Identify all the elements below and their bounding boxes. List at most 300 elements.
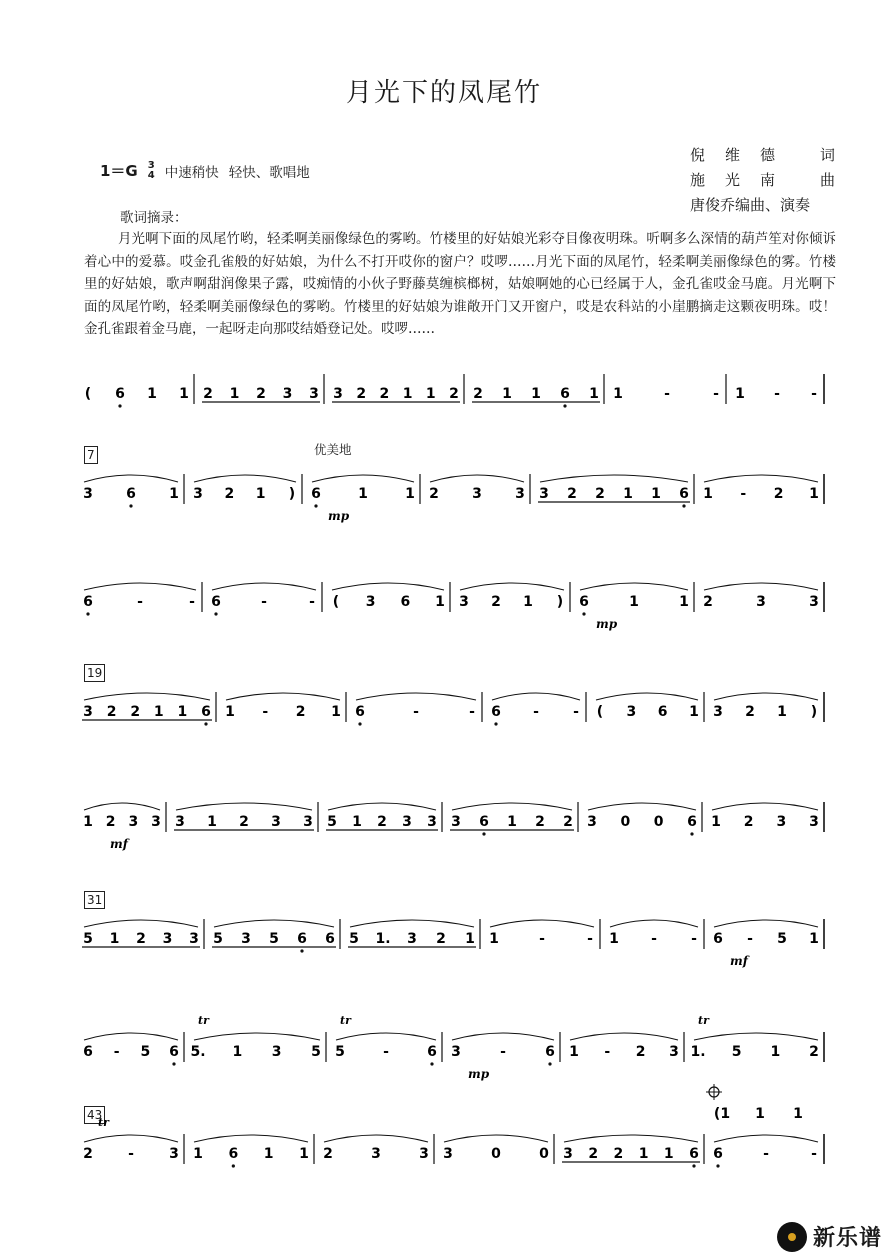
jianpu-note: 3 — [407, 931, 417, 947]
octave-dot — [118, 404, 121, 407]
octave-dot — [172, 1062, 175, 1065]
jianpu-note: 1 — [358, 486, 368, 502]
octave-dot — [129, 504, 132, 507]
jianpu-note: 5 — [731, 1044, 742, 1060]
slur-arc — [452, 1033, 554, 1040]
jianpu-note: 2 — [703, 594, 713, 610]
sustain-dash: - — [533, 704, 539, 720]
jianpu-note: 5 — [83, 931, 93, 947]
sustain-dash: - — [262, 704, 269, 720]
jianpu-note: 6 — [491, 704, 501, 720]
key-tempo-line — [100, 160, 310, 181]
jianpu-note: 3 — [169, 1146, 179, 1162]
credit-arranger — [690, 193, 835, 218]
jianpu-note: 1 — [609, 931, 619, 947]
slur-arc — [492, 693, 580, 700]
jianpu-note: 1 — [169, 486, 179, 502]
notation-system — [84, 360, 834, 420]
slur-arc — [84, 693, 210, 700]
jianpu-note: 6 — [545, 1044, 555, 1060]
octave-dot — [716, 1164, 719, 1167]
slur-arc — [194, 1135, 308, 1142]
octave-dot — [682, 504, 685, 507]
slur-arc — [194, 475, 296, 482]
jianpu-note: 1 — [502, 386, 512, 402]
slur-arc — [580, 583, 688, 590]
jianpu-note: 3 — [451, 814, 461, 830]
jianpu-note: 3 — [809, 594, 819, 610]
jianpu-note: 6 — [325, 931, 335, 947]
jianpu-note: 3 — [128, 814, 139, 830]
jianpu-note: 3 — [271, 814, 281, 830]
jianpu-note: 6 — [228, 1146, 239, 1162]
jianpu-note: 3 — [451, 1044, 461, 1060]
jianpu-note: 3 — [151, 814, 161, 830]
jianpu-note: ( — [596, 704, 604, 720]
slur-arc — [712, 803, 818, 810]
jianpu-note: 5 — [269, 931, 279, 947]
jianpu-note: 2 — [588, 1146, 599, 1162]
slur-arc — [332, 583, 444, 590]
jianpu-note: 2 — [130, 704, 141, 720]
jianpu-note: 3 — [776, 814, 787, 830]
score-title: 月光下的凤尾竹 — [345, 78, 542, 108]
octave-dot — [692, 1164, 695, 1167]
octave-dot — [494, 722, 497, 725]
jianpu-note: 0 — [653, 814, 664, 830]
jianpu-note: 1 — [809, 486, 819, 502]
sustain-dash: - — [383, 1044, 389, 1060]
slur-arc — [704, 583, 818, 590]
jianpu-note: 1 — [638, 1146, 649, 1162]
notation-system — [83, 666, 834, 738]
jianpu-note: 1 — [663, 1146, 674, 1162]
jianpu-note: 1 — [405, 486, 415, 502]
coda-note: (1 — [713, 1106, 731, 1122]
system-svg — [83, 1014, 834, 1081]
sustain-dash: - — [713, 386, 719, 402]
jianpu-note: 3 — [669, 1044, 679, 1060]
slur-arc — [176, 803, 312, 810]
jianpu-note: 1 — [507, 814, 517, 830]
jianpu-note: 5 — [213, 931, 223, 947]
jianpu-note: 1 — [177, 704, 188, 720]
jianpu-note: 2 — [323, 1146, 333, 1162]
jianpu-note: 3 — [83, 704, 93, 720]
sustain-dash: - — [747, 931, 753, 947]
slur-arc — [452, 803, 572, 810]
slur-arc — [570, 1033, 678, 1040]
jianpu-note: 6 — [689, 1146, 699, 1162]
slur-arc — [430, 475, 524, 482]
jianpu-note: 3 — [626, 704, 637, 720]
arranger-name: 唐俊乔 — [690, 196, 736, 214]
jianpu-note: 3 — [162, 931, 173, 947]
jianpu-note: 3 — [371, 1146, 381, 1162]
jianpu-note: 6 — [427, 1044, 437, 1060]
jianpu-note: 2 — [224, 486, 235, 502]
slur-arc — [564, 1135, 698, 1142]
sustain-dash: - — [691, 931, 697, 947]
jianpu-note: 6 — [83, 594, 93, 610]
slur-arc — [84, 583, 196, 590]
jianpu-note: 1 — [613, 386, 623, 402]
jianpu-note: 3 — [241, 931, 251, 947]
jianpu-note: 6 — [201, 704, 211, 720]
jianpu-note: 3 — [365, 594, 376, 610]
jianpu-note: 1 — [147, 386, 157, 402]
jianpu-note: 1 — [179, 386, 189, 402]
time-signature-bottom: 4 — [147, 169, 155, 181]
jianpu-note: 2 — [436, 931, 446, 947]
slur-arc — [84, 1033, 178, 1040]
jianpu-note: 1 — [629, 594, 639, 610]
slur-arc — [714, 920, 818, 927]
slur-arc — [214, 920, 334, 927]
slur-arc — [328, 803, 436, 810]
watermark-logo — [777, 1221, 882, 1252]
slur-arc — [84, 920, 198, 927]
notation-system — [83, 568, 834, 631]
lyricist-role: 词 — [819, 146, 835, 164]
slur-arc — [84, 475, 178, 482]
jianpu-note: 3 — [472, 486, 482, 502]
coda-note: 1 — [793, 1106, 803, 1122]
slur-arc — [212, 583, 316, 590]
jianpu-note: 6 — [657, 704, 668, 720]
jianpu-note: 2 — [106, 704, 117, 720]
jianpu-note: 6 — [83, 1044, 93, 1060]
jianpu-note: 5 — [335, 1044, 345, 1060]
sustain-dash: - — [128, 1146, 134, 1162]
jianpu-note: 5 — [777, 931, 787, 947]
jianpu-note: 1 — [225, 704, 235, 720]
jianpu-note: 1 — [299, 1146, 309, 1162]
system-svg — [83, 788, 834, 851]
system-svg — [83, 905, 834, 968]
jianpu-note: 6 — [169, 1044, 179, 1060]
jianpu-note: 1 — [193, 1146, 203, 1162]
measure-number-box: 7 — [84, 446, 98, 464]
jianpu-note: 1 — [703, 486, 713, 502]
trill-mark: tr — [698, 1014, 709, 1027]
slur-arc — [350, 920, 474, 927]
jianpu-note: 1 — [569, 1044, 579, 1060]
jianpu-note: 1 — [809, 931, 819, 947]
jianpu-note: 1. — [375, 931, 391, 947]
jianpu-note: 3 — [282, 386, 293, 402]
jianpu-note: ) — [556, 594, 564, 610]
jianpu-note: 1 — [425, 386, 436, 402]
arranger-role: 编曲、演奏 — [735, 196, 811, 214]
credit-lyricist — [690, 143, 835, 168]
jianpu-note: 2 — [635, 1044, 646, 1060]
sustain-dash: - — [500, 1044, 506, 1060]
watermark-text: 新乐谱 — [812, 1226, 882, 1251]
jianpu-note: 2 — [745, 704, 755, 720]
jianpu-note: 3 — [175, 814, 185, 830]
credit-composer — [690, 168, 835, 193]
jianpu-note: 1 — [770, 1044, 781, 1060]
composer-name: 施光南 — [690, 171, 796, 189]
jianpu-note: 3 — [427, 814, 437, 830]
sustain-dash: - — [651, 931, 657, 947]
slur-arc — [714, 1135, 818, 1142]
sustain-dash: - — [763, 1146, 769, 1162]
trill-mark: tr — [98, 1116, 109, 1129]
jianpu-note: 5 — [311, 1044, 321, 1060]
jianpu-note: 6 — [311, 486, 321, 502]
jianpu-note: 1 — [465, 931, 475, 947]
jianpu-note: 2 — [491, 594, 501, 610]
lyricist-name: 倪维德 — [690, 146, 796, 164]
jianpu-note: 1 — [232, 1044, 243, 1060]
slur-arc — [312, 475, 414, 482]
sustain-dash: - — [573, 704, 579, 720]
jianpu-note: 6 — [355, 704, 365, 720]
jianpu-note: 3 — [193, 486, 203, 502]
jianpu-note: ( — [332, 594, 340, 610]
system-svg — [84, 360, 834, 420]
lyrics-heading: 歌词摘录： — [120, 210, 188, 226]
jianpu-note: 2 — [377, 814, 387, 830]
jianpu-note: 2 — [239, 814, 249, 830]
time-signature-top: 3 — [147, 159, 155, 171]
jianpu-note: 2 — [429, 486, 439, 502]
record-disc-icon — [777, 1222, 807, 1252]
jianpu-note: 2 — [595, 486, 605, 502]
slur-arc — [324, 1135, 428, 1142]
jianpu-note: 1 — [711, 814, 721, 830]
jianpu-note: 1 — [402, 386, 413, 402]
jianpu-note: 3 — [713, 704, 723, 720]
jianpu-note: 1 — [689, 704, 699, 720]
sustain-dash: - — [189, 594, 195, 610]
jianpu-note: 2 — [203, 386, 213, 402]
jianpu-note: 1 — [531, 386, 541, 402]
jianpu-note: 5. — [190, 1044, 206, 1060]
jianpu-note: 3 — [83, 486, 93, 502]
sustain-dash: - — [539, 931, 545, 947]
notation-system — [83, 1106, 834, 1180]
notation-system — [83, 893, 834, 968]
sustain-dash: - — [137, 594, 143, 610]
jianpu-note: 2 — [136, 931, 146, 947]
dynamic-mark: mf — [110, 837, 128, 851]
jianpu-note: 1 — [735, 386, 745, 402]
coda-note: 1 — [755, 1106, 765, 1122]
sustain-dash: - — [113, 1044, 120, 1060]
octave-dot — [300, 949, 303, 952]
slur-arc — [356, 693, 476, 700]
jianpu-note: 1 — [83, 814, 93, 830]
sustain-dash: - — [811, 386, 817, 402]
sustain-dash: - — [774, 386, 780, 402]
jianpu-note: 1 — [523, 594, 533, 610]
jianpu-note: 1 — [263, 1146, 274, 1162]
jianpu-note: 1 — [589, 386, 599, 402]
sustain-dash: - — [604, 1044, 611, 1060]
octave-dot — [204, 722, 207, 725]
slur-arc — [490, 920, 594, 927]
jianpu-note: 2 — [563, 814, 573, 830]
slur-arc — [84, 1135, 178, 1142]
jianpu-note: 3 — [459, 594, 469, 610]
slur-arc — [336, 1033, 436, 1040]
slur-arc — [444, 1135, 548, 1142]
octave-dot — [86, 612, 89, 615]
jianpu-note: 6 — [479, 814, 489, 830]
expression-text: 轻快、歌唱地 — [228, 164, 310, 181]
jianpu-note: 1 — [352, 814, 362, 830]
octave-dot — [214, 612, 217, 615]
jianpu-note: 2 — [567, 486, 577, 502]
jianpu-note: 6 — [126, 486, 136, 502]
jianpu-note: 1 — [109, 931, 120, 947]
jianpu-note: 2 — [379, 386, 390, 402]
octave-dot — [430, 1062, 433, 1065]
jianpu-note: 1 — [651, 486, 661, 502]
sustain-dash: - — [664, 386, 670, 402]
sustain-dash: - — [740, 486, 747, 502]
jianpu-note: 1 — [331, 704, 341, 720]
jianpu-note: 1 — [777, 704, 787, 720]
jianpu-note: 2 — [295, 704, 306, 720]
jianpu-note: 3 — [271, 1044, 282, 1060]
slur-arc — [694, 1033, 818, 1040]
jianpu-note: 6 — [679, 486, 689, 502]
slur-arc — [540, 475, 688, 482]
jianpu-note: 6 — [687, 814, 697, 830]
jianpu-note: 3 — [402, 814, 412, 830]
dynamic-mark: mp — [328, 509, 350, 523]
dynamic-mark: mp — [468, 1067, 490, 1081]
key-signature: 1＝G — [100, 162, 138, 180]
jianpu-note: 1 — [153, 704, 164, 720]
slur-arc — [596, 693, 698, 700]
jianpu-note: 0 — [491, 1146, 501, 1162]
jianpu-note: 1 — [229, 386, 240, 402]
octave-dot — [548, 1062, 551, 1065]
jianpu-note: 3 — [756, 594, 766, 610]
slur-arc — [194, 1033, 320, 1040]
lyrics-text: 月光啊下面的凤尾竹哟，轻柔啊美丽像绿色的雾哟。竹楼里的好姑娘光彩夺目像夜明珠。听啊多么深情的葫芦笙对你倾诉着心中的爱慕。哎金孔雀般的好姑娘，为什么不打开哎你的窗户？哎啰……月光下面的凤尾竹，轻柔啊美丽像绿色的雾。竹楼里的好姑娘，歌声啊甜润像果子露，哎痴情的小伙子野藤莫缠槟榔树，姑娘啊她的心已经属于人，金孔雀哎金马鹿。月光啊下面的凤尾竹哟，轻柔啊美丽像绿色的雾哟。竹楼里的好姑娘为谁敞开门又开窗户，哎是农科站的小崖鹏摘走这颗夜明珠。哎！金孔雀跟着金马鹿，一起呀走向那哎结婚登记处。哎啰…… — [84, 231, 836, 337]
trill-mark: tr — [340, 1014, 351, 1027]
jianpu-note: 2 — [535, 814, 545, 830]
credits — [690, 143, 835, 218]
slur-arc — [714, 693, 818, 700]
jianpu-note: 1 — [623, 486, 633, 502]
jianpu-note: 5 — [349, 931, 359, 947]
octave-dot — [482, 832, 485, 835]
jianpu-note: 2 — [256, 386, 266, 402]
jianpu-note: ) — [810, 704, 818, 720]
octave-dot — [358, 722, 361, 725]
slur-arc — [460, 583, 564, 590]
jianpu-note: 6 — [211, 594, 221, 610]
dynamic-mark: mp — [596, 617, 618, 631]
jianpu-note: 0 — [539, 1146, 549, 1162]
jianpu-note: 2 — [105, 814, 116, 830]
octave-dot — [582, 612, 585, 615]
jianpu-note: 1 — [435, 594, 445, 610]
octave-dot — [690, 832, 693, 835]
tempo-text: 中速稍快 — [164, 164, 219, 181]
notation-system — [83, 788, 834, 851]
dynamic-mark: mf — [730, 954, 748, 968]
jianpu-note: 2 — [356, 386, 367, 402]
measure-number-box: 31 — [84, 891, 105, 909]
jianpu-note: 6 — [297, 931, 307, 947]
octave-dot — [314, 504, 317, 507]
tempo-marking: 优美地 — [314, 442, 352, 457]
sustain-dash: - — [309, 594, 315, 610]
jianpu-note: 6 — [115, 386, 125, 402]
jianpu-note: 6 — [713, 931, 723, 947]
jianpu-note: 3 — [189, 931, 199, 947]
jianpu-note: 6 — [560, 386, 570, 402]
jianpu-note: 2 — [449, 386, 459, 402]
jianpu-note: 2 — [743, 814, 754, 830]
jianpu-note: 6 — [713, 1146, 723, 1162]
jianpu-note: 3 — [443, 1146, 453, 1162]
system-svg — [83, 568, 834, 631]
jianpu-note: ) — [288, 486, 296, 502]
slur-arc — [226, 693, 340, 700]
measure-number-box: 43 — [84, 1106, 105, 1124]
jianpu-note: ( — [84, 386, 92, 402]
jianpu-note: 3 — [333, 386, 343, 402]
jianpu-note: 2 — [809, 1044, 819, 1060]
jianpu-note: 3 — [587, 814, 597, 830]
jianpu-note: 2 — [773, 486, 784, 502]
jianpu-note: 3 — [809, 814, 819, 830]
jianpu-note: 5 — [327, 814, 337, 830]
composer-role: 曲 — [819, 171, 835, 189]
jianpu-note: 2 — [613, 1146, 624, 1162]
system-svg — [84, 678, 834, 738]
jianpu-note: 0 — [620, 814, 631, 830]
sustain-dash: - — [469, 704, 475, 720]
jianpu-note: 1 — [255, 486, 266, 502]
jianpu-note: 3 — [309, 386, 319, 402]
jianpu-note: 3 — [563, 1146, 573, 1162]
jianpu-note: 1 — [679, 594, 689, 610]
slur-arc — [84, 803, 160, 810]
jianpu-note: 3 — [303, 814, 313, 830]
jianpu-note: 3 — [539, 486, 549, 502]
trill-mark: tr — [198, 1014, 209, 1027]
jianpu-note: 1 — [489, 931, 499, 947]
slur-arc — [610, 920, 698, 927]
slur-arc — [588, 803, 696, 810]
jianpu-note: 6 — [579, 594, 589, 610]
jianpu-note: 2 — [473, 386, 483, 402]
time-signature — [148, 161, 155, 181]
jianpu-note: 6 — [400, 594, 411, 610]
slur-arc — [704, 475, 818, 482]
sustain-dash: - — [261, 594, 267, 610]
jianpu-note: 1 — [207, 814, 217, 830]
notation-system — [83, 1014, 834, 1081]
jianpu-note: 5 — [140, 1044, 151, 1060]
octave-dot — [232, 1164, 235, 1167]
jianpu-note: 3 — [515, 486, 525, 502]
jianpu-note: 2 — [83, 1146, 93, 1162]
sustain-dash: - — [587, 931, 593, 947]
measure-number-box: 19 — [84, 664, 105, 682]
jianpu-note: 1. — [690, 1044, 706, 1060]
